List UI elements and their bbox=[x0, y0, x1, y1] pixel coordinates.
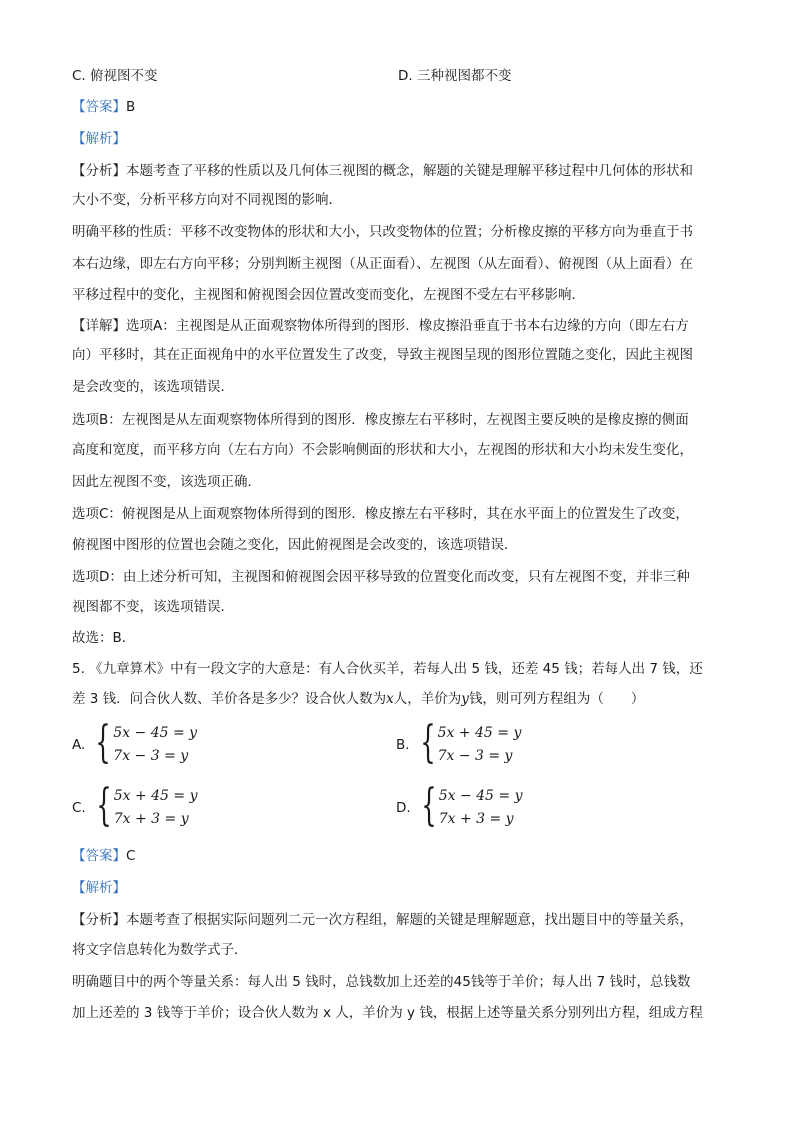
equations bbox=[113, 722, 197, 768]
answer-value: B bbox=[126, 99, 136, 115]
answer-tag: 【答案】 bbox=[72, 848, 126, 864]
option-label: B. bbox=[396, 737, 410, 753]
q4-text-line: 选项B：左视图是从左面观察物体所得到的图形．橡皮擦左右平移时，左视图主要反映的是橡皮擦的侧面 bbox=[72, 412, 689, 428]
equation-2: 7x + 3 = y bbox=[113, 811, 189, 827]
q5-stem-line1: 5. 《九章算术》中有一段文字的大意是：有人合伙买羊，若每人出 5 钱，还差 45 钱；若每人出 7 钱，还 bbox=[72, 661, 703, 677]
q5-analysis-tag: 【解析】 bbox=[72, 880, 126, 896]
q4-text-line: 【分析】本题考查了平移的性质以及几何体三视图的概念，解题的关键是理解平移过程中几何体的形状和 bbox=[72, 163, 693, 179]
q4-analysis-tag: 【解析】 bbox=[72, 131, 126, 147]
q5-answer bbox=[72, 846, 732, 866]
option-d-prev: D. 三种视图都不变 bbox=[398, 68, 512, 84]
option-b-system bbox=[396, 717, 522, 768]
brace-icon: { bbox=[420, 780, 437, 831]
q5-text-line: 【分析】本题考查了根据实际问题列二元一次方程组，解题的关键是理解题意，找出题目中的等量关系， bbox=[72, 912, 693, 928]
equation-1: 5x − 45 = y bbox=[113, 725, 198, 741]
brace-icon: { bbox=[95, 717, 111, 768]
brace-icon: { bbox=[419, 717, 436, 768]
q5-text-line: 加上还差的 3 钱等于羊价；设合伙人数为 x 人，羊价为 y 钱，根据上述等量关系分别列出方程，组成方程 bbox=[72, 1005, 703, 1021]
answer-value: C bbox=[126, 848, 136, 864]
q4-text-line: 向）平移时，其在正面视角中的水平位置发生了改变，导致主视图呈现的图形位置随之变化，因此主视图 bbox=[72, 347, 693, 363]
q4-text-line: 【详解】选项A：主视图是从正面观察物体所得到的图形．橡皮擦沿垂直于书本右边缘的方向（即左右方 bbox=[72, 318, 689, 334]
option-label: C. bbox=[72, 800, 86, 816]
option-c-system bbox=[72, 780, 198, 831]
q5-text-line: 明确题目中的两个等量关系：每人出 5 钱时，总钱数加上还差的45钱等于羊价；每人出 7 钱时，总钱数 bbox=[72, 974, 691, 990]
q4-text-line: 是会改变的，该选项错误． bbox=[72, 379, 234, 395]
equation-2: 7x − 3 = y bbox=[113, 748, 189, 764]
q4-text-line: 视图都不变，该选项错误． bbox=[72, 599, 234, 615]
q4-text-line: 平移过程中的变化，主视图和俯视图会因位置改变而变化，左视图不受左右平移影响． bbox=[72, 287, 585, 303]
stem-text: 钱，则可列方程组为（ ） bbox=[468, 691, 645, 707]
q5-stem-line2 bbox=[72, 689, 732, 709]
q4-text-line: 选项D：由上述分析可知，主视图和俯视图会因平移导致的位置变化而改变，只有左视图不变，并非三种 bbox=[72, 569, 690, 585]
q4-text-line: 因此左视图不变，该选项正确． bbox=[72, 474, 261, 490]
q4-text-line: 故选：B． bbox=[72, 630, 136, 646]
equations bbox=[438, 722, 522, 768]
q5-text-line: 将文字信息转化为数学式子． bbox=[72, 942, 248, 958]
answer-tag: 【答案】 bbox=[72, 99, 126, 115]
equation-1: 5x + 45 = y bbox=[437, 725, 522, 741]
brace-icon: { bbox=[96, 780, 112, 831]
equation-2: 7x + 3 = y bbox=[438, 811, 514, 827]
option-c-prev: C. 俯视图不变 bbox=[72, 68, 158, 84]
stem-text: 差 3 钱．问合伙人数、羊价各是多少？设合伙人数为 bbox=[72, 691, 387, 707]
option-d-system bbox=[396, 780, 523, 831]
var-y: y bbox=[461, 691, 469, 707]
q4-text-line: 选项C：俯视图是从上面观察物体所得到的图形．橡皮擦左右平移时，其在水平面上的位置发生了改变， bbox=[72, 506, 689, 522]
option-label: A. bbox=[72, 737, 86, 753]
equation-1: 5x + 45 = y bbox=[113, 788, 198, 804]
option-a-system bbox=[72, 717, 198, 768]
equations bbox=[439, 785, 523, 831]
q4-text-line: 俯视图中图形的位置也会随之变化，因此俯视图是会改变的，该选项错误． bbox=[72, 537, 518, 553]
q4-text-line: 本右边缘，即左右方向平移；分别判断主视图（从正面看）、左视图（从左面看）、俯视图（从上面看）在 bbox=[72, 256, 693, 272]
equation-1: 5x − 45 = y bbox=[438, 788, 523, 804]
q4-answer bbox=[72, 97, 732, 117]
q4-text-line: 高度和宽度，而平移方向（左右方向）不会影响侧面的形状和大小，左视图的形状和大小均未发生变化， bbox=[72, 442, 693, 458]
option-label: D. bbox=[396, 800, 411, 816]
var-x: x bbox=[386, 691, 394, 707]
q4-text-line: 大小不变，分析平移方向对不同视图的影响． bbox=[72, 192, 342, 208]
q4-text-line: 明确平移的性质：平移不改变物体的形状和大小，只改变物体的位置；分析橡皮擦的平移方向为垂直于书 bbox=[72, 224, 693, 240]
equations bbox=[114, 785, 198, 831]
equation-2: 7x − 3 = y bbox=[437, 748, 513, 764]
stem-text: 人，羊价为 bbox=[393, 691, 462, 707]
